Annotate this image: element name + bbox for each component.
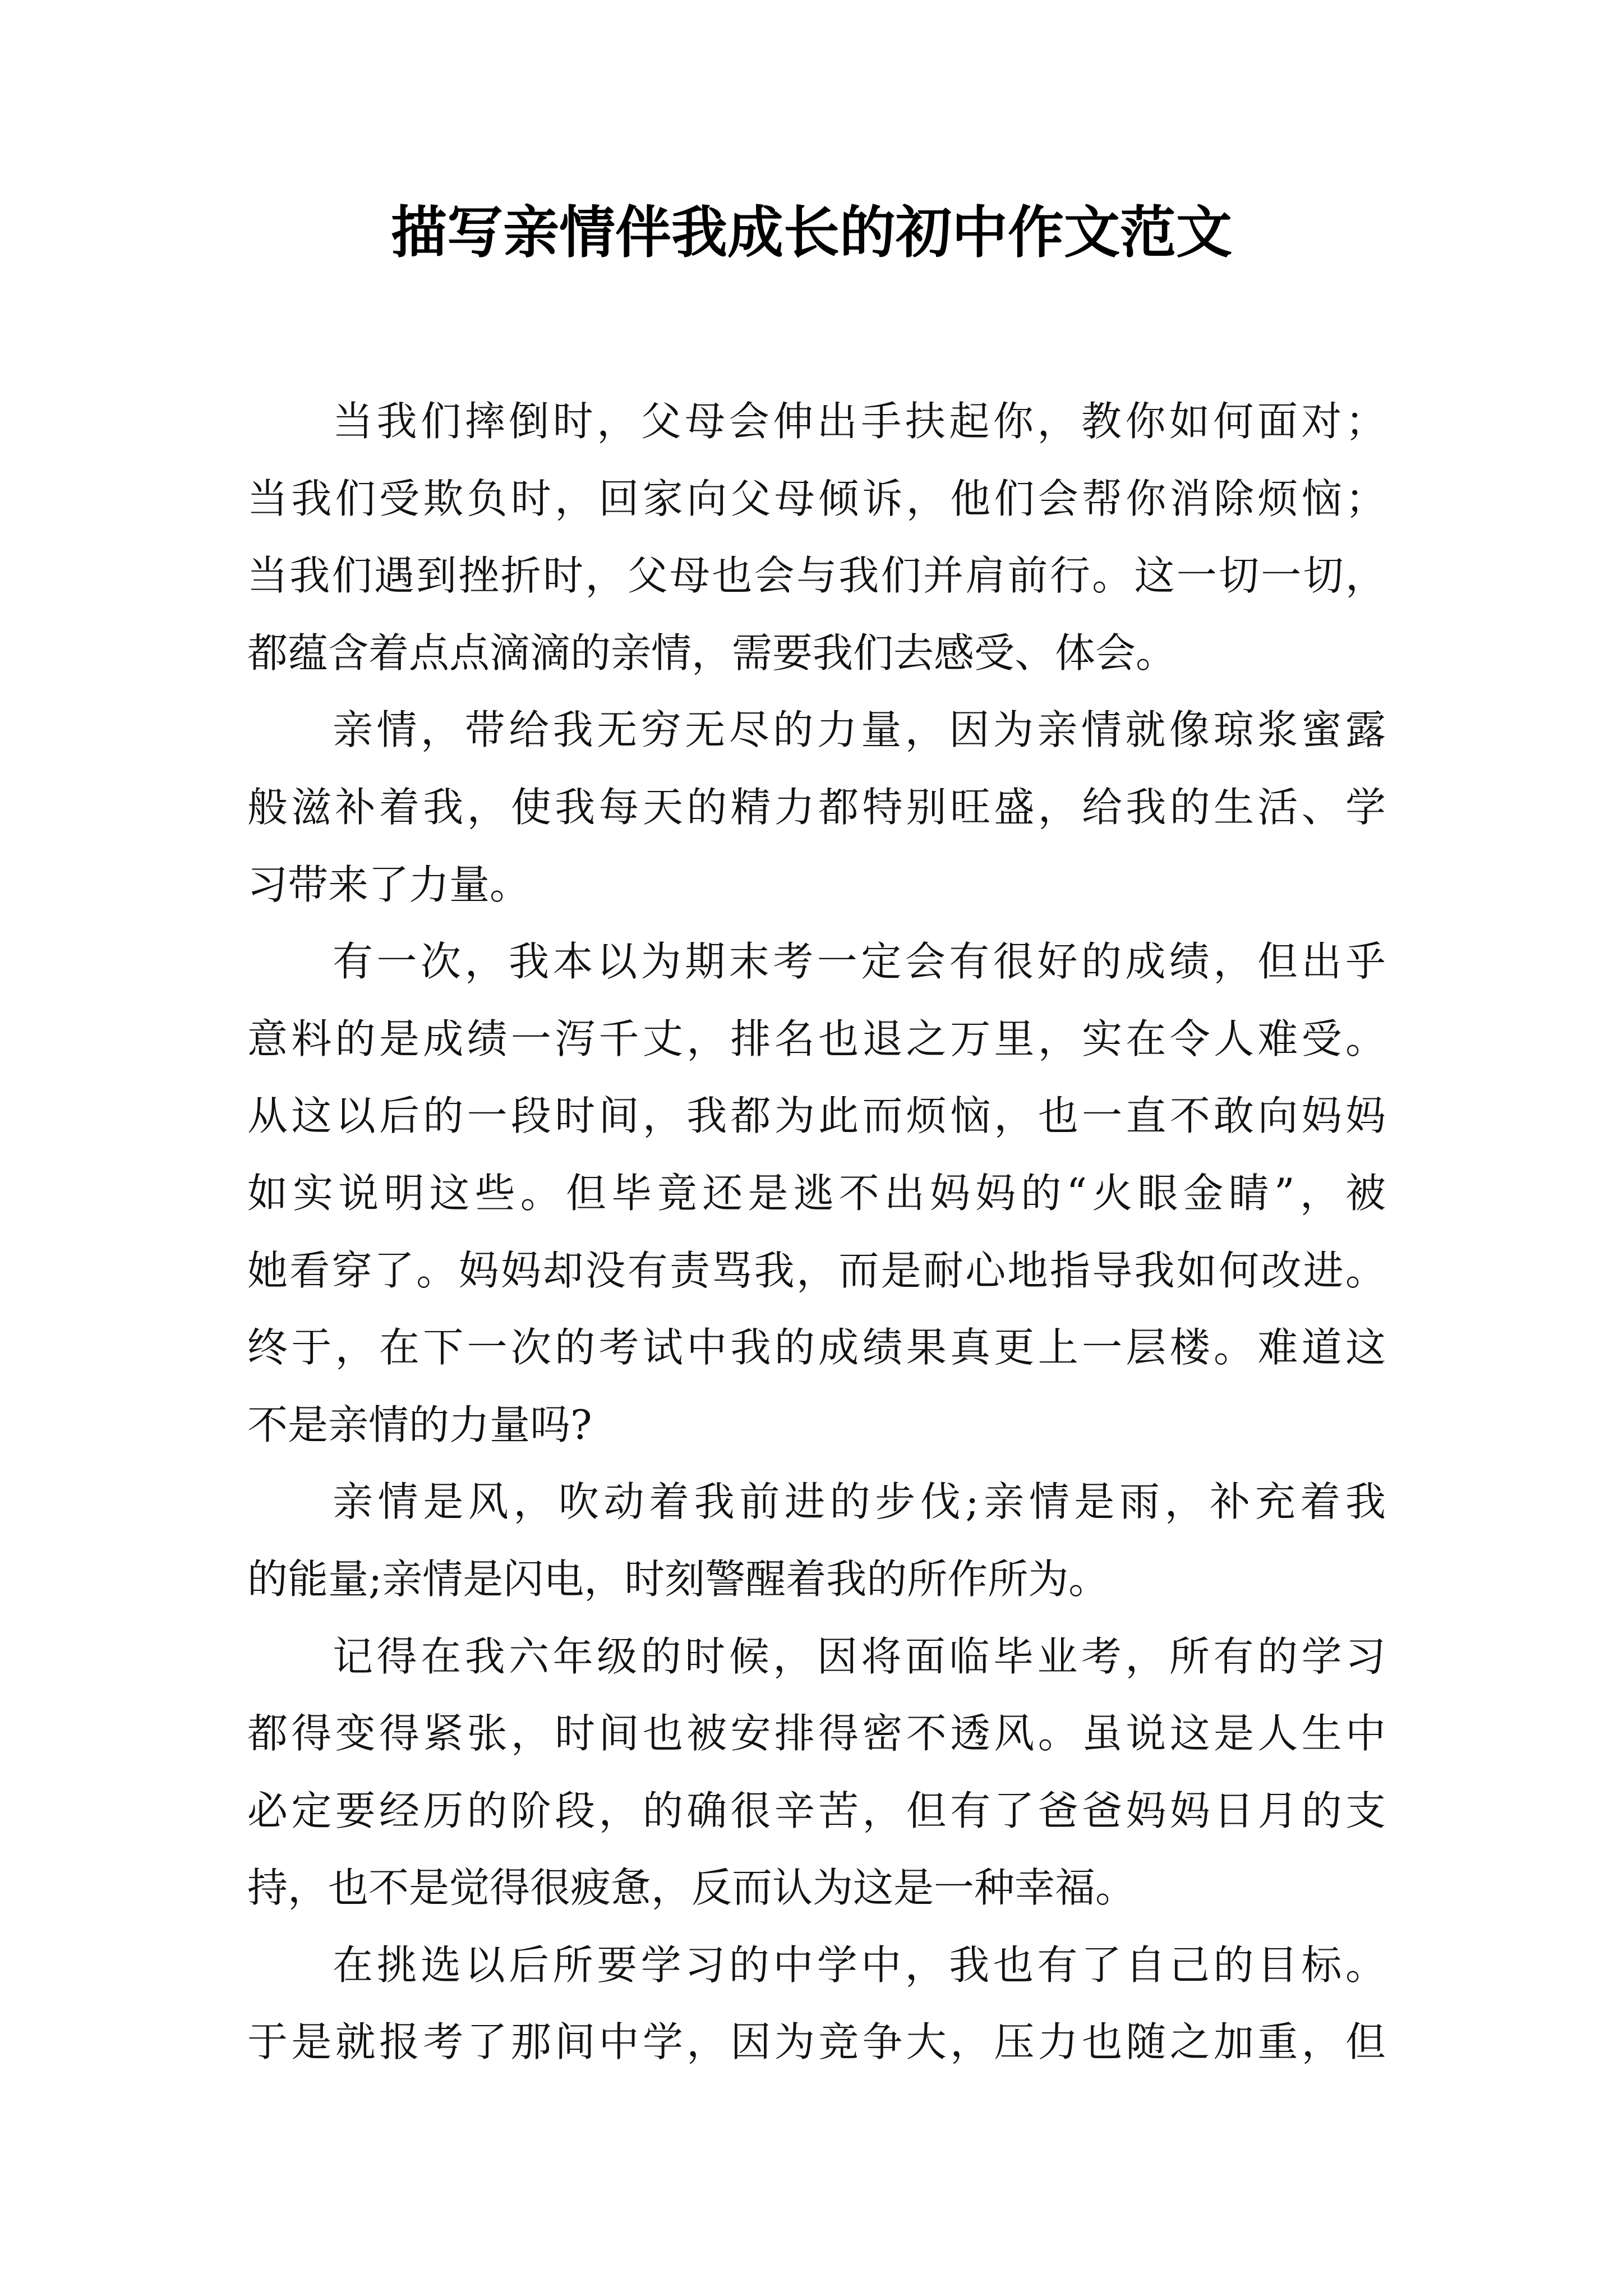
paragraph bbox=[247, 1927, 1386, 2081]
text-line: 意料的是成绩一泻千丈，排名也退之万里，实在令人难受。 bbox=[247, 1015, 1386, 1062]
text-line: 当我们摔倒时，父母会伸出手扶起你，教你如何面对； bbox=[333, 398, 1386, 445]
text-line: 持，也不是觉得很疲惫，反而认为这是一种幸福。 bbox=[247, 1864, 1136, 1912]
text-line: 亲情是风，吹动着我前进的步伐;亲情是雨，补充着我 bbox=[333, 1478, 1386, 1526]
text-line: 有一次，我本以为期末考一定会有很好的成绩，但出乎 bbox=[333, 938, 1386, 986]
text-line: 当我们受欺负时，回家向父母倾诉，他们会帮你消除烦恼； bbox=[247, 475, 1386, 522]
text-line: 都蕴含着点点滴滴的亲情，需要我们去感受、体会。 bbox=[247, 629, 1177, 677]
text-line: 终于，在下一次的考试中我的成绩果真更上一层楼。难道这 bbox=[247, 1324, 1386, 1372]
text-line: 在挑选以后所要学习的中学中，我也有了自己的目标。 bbox=[333, 1941, 1386, 1989]
text-line: 习带来了力量。 bbox=[247, 861, 531, 908]
text-line: 都得变得紧张，时间也被安排得密不透风。虽说这是人生中 bbox=[247, 1710, 1386, 1757]
paragraph bbox=[247, 1464, 1386, 1618]
text-line: 般滋补着我，使我每天的精力都特别旺盛，给我的生活、学 bbox=[247, 783, 1386, 831]
text-line: 必定要经历的阶段，的确很辛苦，但有了爸爸妈妈日月的支 bbox=[247, 1787, 1386, 1834]
paragraph bbox=[247, 1618, 1386, 1927]
text-line: 的能量;亲情是闪电，时刻警醒着我的所作所为。 bbox=[247, 1555, 1109, 1603]
paragraph bbox=[247, 383, 1386, 692]
text-line: 亲情，带给我无穷无尽的力量，因为亲情就像琼浆蜜露 bbox=[333, 706, 1386, 754]
document-body bbox=[247, 383, 1386, 2081]
text-line: 于是就报考了那间中学，因为竞争大，压力也随之加重，但 bbox=[247, 2018, 1386, 2066]
text-line: 当我们遇到挫折时，父母也会与我们并肩前行。这一切一切， bbox=[247, 552, 1386, 600]
text-line: 记得在我六年级的时候，因将面临毕业考，所有的学习 bbox=[333, 1632, 1386, 1680]
text-line: 不是亲情的力量吗? bbox=[247, 1401, 592, 1448]
paragraph bbox=[247, 692, 1386, 923]
document-title: 描写亲情伴我成长的初中作文范文 bbox=[391, 200, 1232, 265]
paragraph bbox=[247, 923, 1386, 1464]
text-line: 她看穿了。妈妈却没有责骂我，而是耐心地指导我如何改进。 bbox=[247, 1246, 1386, 1294]
text-line: 如实说明这些。但毕竟还是逃不出妈妈的“火眼金睛”，被 bbox=[247, 1169, 1386, 1217]
text-line: 从这以后的一段时间，我都为此而烦恼，也一直不敢向妈妈 bbox=[247, 1092, 1386, 1140]
